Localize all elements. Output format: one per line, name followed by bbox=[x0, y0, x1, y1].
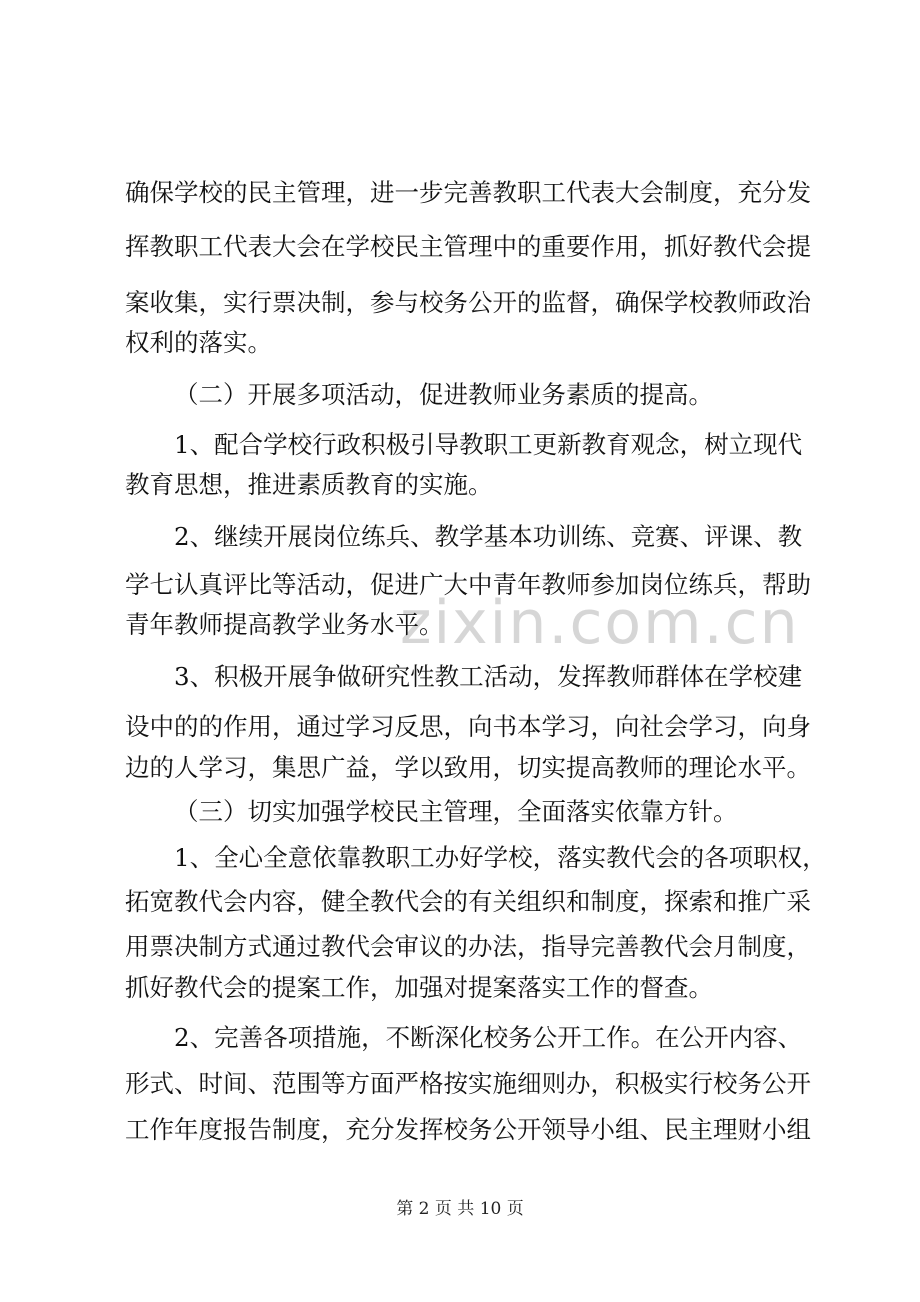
paragraph-3-line-1: 1、配合学校行政积极引导教职工更新教育观念，树立现代 bbox=[174, 430, 803, 459]
paragraph-7-line-1: 1、全心全意依靠教职工办好学校，落实教代会的各项职权， bbox=[174, 843, 827, 872]
watermark: zixin.com.cn bbox=[400, 588, 800, 658]
paragraph-4-line-2: 学七认真评比等活动，促进广大中青年教师参加岗位练兵，帮助 bbox=[125, 570, 811, 599]
paragraph-8-line-1: 2、完善各项措施，不断深化校务公开工作。在公开内容、 bbox=[174, 1023, 803, 1052]
paragraph-1-line-2: 挥教职工代表大会在学校民主管理中的重要作用，抓好教代会提 bbox=[125, 232, 811, 261]
paragraph-7-line-2: 拓宽教代会内容，健全教代会的有关组织和制度，探索和推广采 bbox=[125, 887, 811, 916]
paragraph-5-line-2: 设中的的作用，通过学习反思，向书本学习，向社会学习，向身 bbox=[125, 712, 811, 741]
paragraph-6-line-1: （三）切实加强学校民主管理，全面落实依靠方针。 bbox=[174, 797, 738, 826]
paragraph-1-line-4: 权利的落实。 bbox=[125, 328, 272, 357]
paragraph-7-line-3: 用票决制方式通过教代会审议的办法，指导完善教代会月制度， bbox=[125, 932, 811, 961]
page-footer: 第 2 页 共 10 页 bbox=[396, 1199, 524, 1219]
paragraph-8-line-2: 形式、时间、范围等方面严格按实施细则办，积极实行校务公开 bbox=[125, 1069, 811, 1098]
paragraph-8-line-3: 工作年度报告制度，充分发挥校务公开领导小组、民主理财小组 bbox=[125, 1115, 811, 1144]
paragraph-4-line-3: 青年教师提高教学业务水平。 bbox=[125, 610, 444, 639]
paragraph-5-line-3: 边的人学习，集思广益，学以致用，切实提高教师的理论水平。 bbox=[125, 753, 811, 782]
paragraph-3-line-2: 教育思想，推进素质教育的实施。 bbox=[125, 470, 493, 499]
paragraph-5-line-1: 3、积极开展争做研究性教工活动，发挥教师群体在学校建 bbox=[174, 662, 803, 691]
paragraph-1-line-3: 案收集，实行票决制，参与校务公开的监督，确保学校教师政治 bbox=[125, 288, 811, 317]
paragraph-1-line-1: 确保学校的民主管理，进一步完善教职工代表大会制度，充分发 bbox=[125, 178, 811, 207]
paragraph-4-line-1: 2、继续开展岗位练兵、教学基本功训练、竞赛、评课、教 bbox=[174, 522, 803, 551]
paragraph-7-line-4: 抓好教代会的提案工作，加强对提案落实工作的督查。 bbox=[125, 973, 713, 1002]
paragraph-2-line-1: （二）开展多项活动，促进教师业务素质的提高。 bbox=[174, 380, 713, 409]
